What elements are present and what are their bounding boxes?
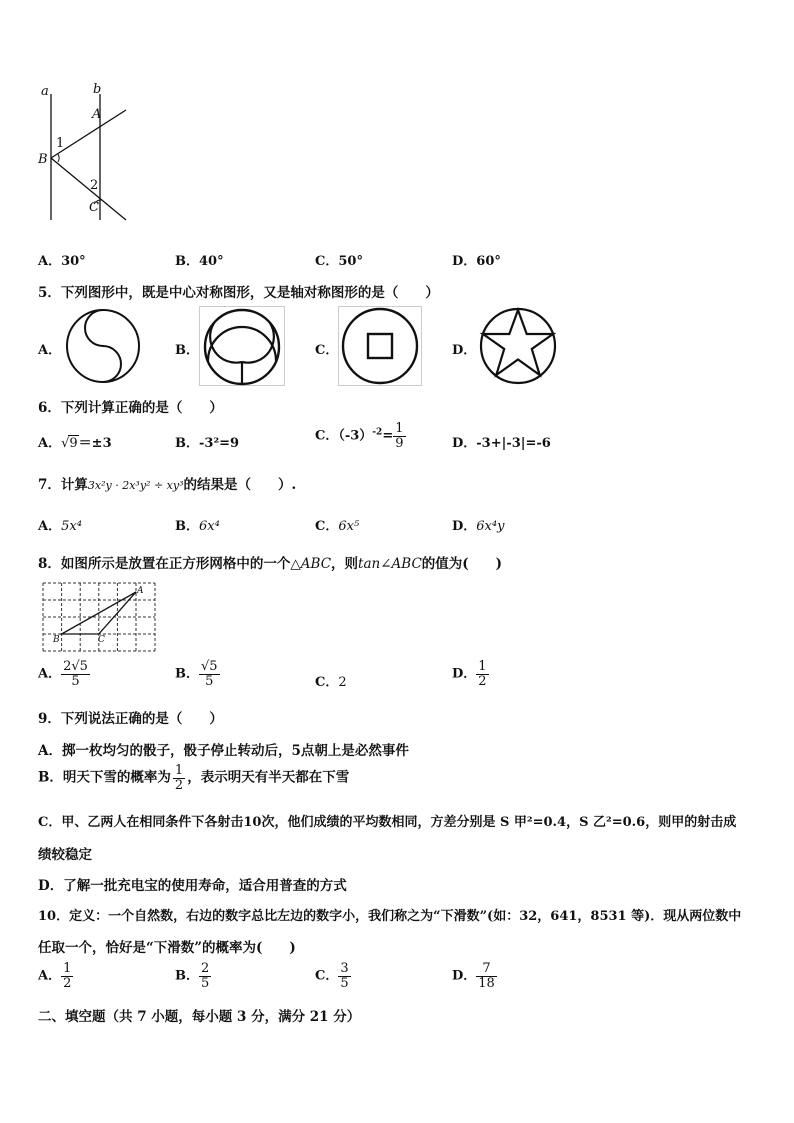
q4-option-a: A．30° [38, 254, 86, 269]
q8-option-d: D． $\frac{1}{2}$ [452, 659, 487, 689]
q9-option-d: D．了解一批充电宝的使用寿命，适合用普查的方式 [38, 878, 347, 894]
fig4-label-C: C [89, 200, 99, 215]
q9-option-b: B．明天下雪的概率为 $\frac{1}{2}$ ，表示明天有半天都在下雪 [38, 763, 350, 793]
fig4-label-b: b [93, 82, 102, 97]
q8-stem: 8．如图所示是放置在正方形网格中的一个△ABC，则tan∠ABC的值为( ) [38, 556, 503, 572]
q4-option-b: B．40° [175, 254, 224, 269]
q9-option-c-line2: 绩较稳定 [38, 847, 92, 863]
fig4-label-A: A [92, 107, 102, 122]
q9-option-a: A．掷一枚均匀的骰子，骰子停止转动后，5点朝上是必然事件 [38, 743, 409, 759]
fig4-angle-2: 2 [90, 178, 99, 193]
q6-option-d: D．-3+|-3|=-6 [452, 436, 551, 451]
fig4-angle-1: 1 [56, 136, 65, 151]
q10-option-c: C． $\frac{3}{5}$ [315, 961, 349, 991]
section-title-fill-in: 二、填空题（共 7 小题，每小题 3 分，满分 21 分） [38, 1009, 361, 1025]
q5-letter-b: B． [175, 343, 199, 358]
q10-stem-line1: 10．定义：一个自然数，右边的数字总比左边的数字小，我们称之为“下滑数”(如：32，641，8531 等)．现从两位数中 [38, 909, 742, 924]
taiji-icon [64, 307, 142, 385]
q6-option-a: A．√9＝±3 [38, 436, 112, 451]
grid-label-B: B [53, 635, 60, 645]
q6-stem: 6．下列计算正确的是（ ） [38, 400, 223, 416]
q9-option-c-line1: C．甲、乙两人在相同条件下各射击10次，他们成绩的平均数相同，方差分别是 S 甲²=0.4，S 乙²=0.6，则甲的射击成 [38, 815, 737, 830]
q4-option-d: D．60° [452, 254, 501, 269]
q4-option-c: C．50° [315, 254, 363, 269]
q5-letter-c: C． [315, 343, 339, 358]
fig4-label-a: a [41, 84, 49, 99]
three-arcs-circle-icon [199, 306, 285, 386]
grid-label-A: A [137, 586, 144, 596]
q6-option-b: B．-3²=9 [175, 436, 240, 451]
q7-option-c: C．6x⁵ [315, 519, 360, 534]
square-in-circle-icon [338, 306, 422, 386]
q10-option-a: A． $\frac{1}{2}$ [38, 961, 72, 991]
q7-option-b: B．6x⁴ [175, 519, 220, 534]
fig4-label-B: B [38, 152, 48, 167]
q6-option-c: C．$(-3)^{-2}=$ $\frac{1}{9}$ [315, 421, 404, 451]
star-in-circle-icon [478, 306, 558, 386]
q5-letter-d: D． [452, 343, 477, 358]
grid-label-C: C [98, 635, 105, 645]
q8-option-b: B． $\frac{√5}{5}$ [175, 659, 218, 689]
q10-option-b: B． $\frac{2}{5}$ [175, 961, 210, 991]
q7-option-a: A．5x⁴ [38, 519, 82, 534]
q8-option-a: A． $\frac{2√5}{5}$ [38, 659, 88, 689]
q9-stem: 9．下列说法正确的是（ ） [38, 711, 223, 727]
q8-option-c: C．2 [315, 675, 347, 690]
q5-stem: 5．下列图形中，既是中心对称图形，又是轴对称图形的是（ ） [38, 285, 439, 301]
q5-letter-a: A． [38, 343, 62, 358]
q7-option-d: D．6x⁴y [452, 519, 505, 534]
q10-option-d: D． $\frac{7}{18}$ [452, 961, 495, 991]
q10-stem-line2: 任取一个，恰好是“下滑数”的概率为( ) [38, 940, 296, 956]
q7-stem: 7．计算3x²y · 2x³y² ÷ xy³的结果是（ ）. [38, 477, 297, 493]
